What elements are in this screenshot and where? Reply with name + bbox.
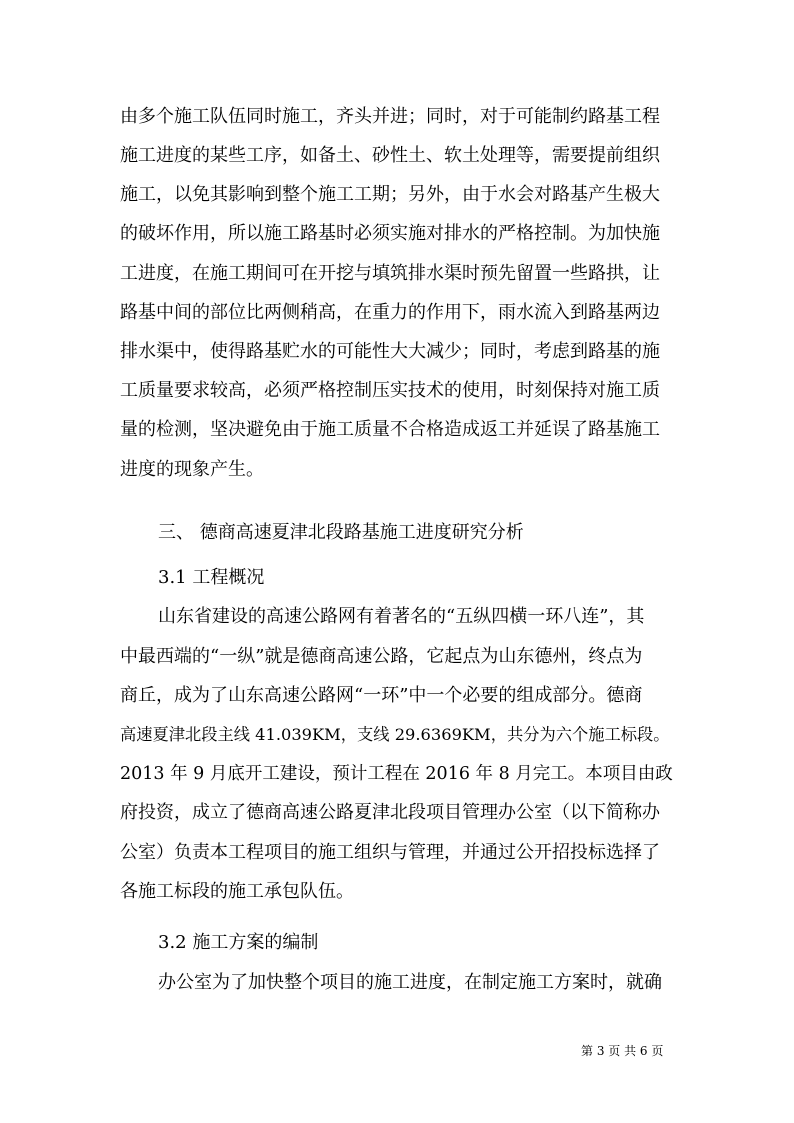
section-heading: 三、 德商高速夏津北段路基施工进度研究分析 xyxy=(158,522,524,543)
paragraph-line: 办公室为了加快整个项目的施工进度，在制定施工方案时，就确 xyxy=(158,972,662,993)
subsection-heading: 3.1 工程概况 xyxy=(158,567,265,588)
paragraph-line: 的破坏作用，所以施工路基时必须实施对排水的严格控制。为加快施 xyxy=(120,223,660,244)
subsection-heading: 3.2 施工方案的编制 xyxy=(158,932,319,953)
paragraph-line: 工进度，在施工期间可在开挖与填筑排水渠时预先留置一些路拱，让 xyxy=(120,263,660,284)
paragraph-line: 府投资，成立了德商高速公路夏津北段项目管理办公室（以下简称办 xyxy=(120,802,660,823)
paragraph-line: 2013 年 9 月底开工建设，预计工程在 2016 年 8 月完工。本项目由政 xyxy=(120,764,673,784)
paragraph-line: 各施工标段的施工承包队伍。 xyxy=(120,881,354,902)
paragraph-line: 施工进度的某些工序，如备土、砂性土、软土处理等，需要提前组织 xyxy=(120,145,660,166)
paragraph-line: 高速夏津北段主线 41.039KM，支线 29.6369KM，共分为六个施工标段。 xyxy=(120,725,670,744)
paragraph-line: 路基中间的部位比两侧稍高，在重力的作用下，雨水流入到路基两边 xyxy=(120,302,660,323)
paragraph-line: 山东省建设的高速公路网有着著名的“五纵四横一环八连”，其 xyxy=(158,606,645,627)
paragraph-line: 由多个施工队伍同时施工，齐头并进；同时，对于可能制约路基工程 xyxy=(120,106,660,127)
paragraph-line: 商丘，成为了山东高速公路网“一环”中一个必要的组成部分。德商 xyxy=(120,685,643,706)
paragraph-line: 量的检测，坚决避免由于施工质量不合格造成返工并延误了路基施工 xyxy=(120,419,660,440)
paragraph-line: 工质量要求较高，必须严格控制压实技术的使用，时刻保持对施工质 xyxy=(120,380,660,401)
page-number: 第 3 页 共 6 页 xyxy=(581,1044,664,1058)
paragraph-line: 中最西端的“一纵”就是德商高速公路，它起点为山东德州，终点为 xyxy=(120,646,643,667)
paragraph-line: 施工，以免其影响到整个施工工期；另外，由于水会对路基产生极大 xyxy=(120,184,660,205)
paragraph-line: 排水渠中，使得路基贮水的可能性大大减少；同时，考虑到路基的施 xyxy=(120,341,660,362)
paragraph-line: 进度的现象产生。 xyxy=(120,459,264,480)
paragraph-line: 公室）负责本工程项目的施工组织与管理，并通过公开招投标选择了 xyxy=(120,842,660,863)
